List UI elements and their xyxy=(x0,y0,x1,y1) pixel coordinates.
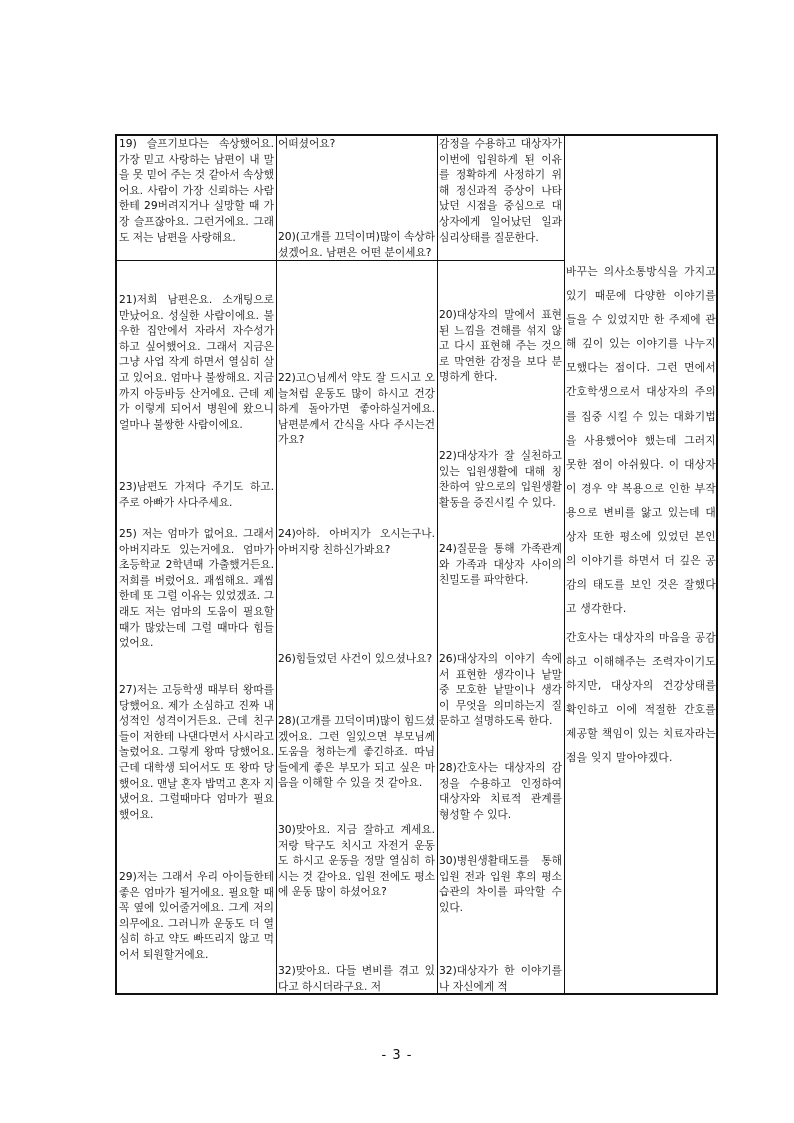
patient-statement-29: 29)저는 그래서 우리 아이들한테 좋은 엄마가 될거에요. 필요할 때 꼭 옆에 있어줄거에요. 그게 저의 의무에요. 그러니까 운동도 더 열심히 하고 약도 빠뜨리지 않고 먹어서 퇴원할거에요. xyxy=(119,870,278,961)
patient-statement-21: 21)저희 남편은요. 소개팅으로 만났어요. 성실한 사람이에요. 불우한 집안에서 자라서 자수성가 하고 싶어했어요. 그래서 지금은 그냥 사업 작게 하면서 열심히 살고 있어요. 엄마나 불쌍해요. 지금까지 아등바등 산거에요. 근데 제가 이렇게 되어서 병원에 왔으니 얼마나 불쌍한 사람이에요. xyxy=(119,293,278,431)
analysis-20: 20)대상자의 말에서 표현된 느낌을 견해를 섞지 않고 다시 표현해 주는 것으로 막연한 감정을 보다 분명하게 한다. xyxy=(439,308,562,384)
student-response-20: 20)(고개를 끄덕이며)많이 속상하셨겠어요. 남편은 어떤 분이세요? xyxy=(278,230,435,259)
page-number: - 3 - xyxy=(381,1048,413,1063)
patient-statement-23: 23)남편도 가져다 주기도 하고. 주로 아빠가 사다주세요. xyxy=(119,480,278,509)
reflection-paragraph-1: 바꾸는 의사소통방식을 가지고 있기 때문에 다양한 이야기를 들을 수 있었지만 한 주제에 관해 깊이 있는 이야기를 나누지 모했다는 점이다. 그런 면에서 간호학생으로서 대상자의 주의를 집중 시킬 수 있는 대화기법을 사용했어야 했는데 그러지 못한 점이 아쉬웠다. 이 대상자이 경우 약 복용으로 인한 부작용으로 변비를 앓고 있는데 대상자 또한 평소에 있었던 본인의 이야기를 하면서 더 깊은 공감의 태도를 보인 것은 잘했다고 생각한다. xyxy=(566,265,720,616)
student-response-22: 22)고○님께서 약도 잘 드시고 오늘처럼 운동도 많이 하시고 건강하게 돌아가면 좋아하실거에요. 남편분께서 간식을 사다 주시는건가요? xyxy=(278,371,446,447)
column-divider xyxy=(437,136,438,993)
student-response-19: 어떠셨어요? xyxy=(278,137,336,150)
student-response-30: 30)맞아요. 지금 잘하고 계세요. 저랑 탁구도 치시고 자전거 운동도 하시고 운동을 정말 열심히 하시는 것 같아요. 입원 전에도 평소에 운동 많이 하셨어요? xyxy=(278,823,439,899)
analysis-32: 32)대상자가 한 이야기를 나 자신에게 적 xyxy=(439,964,566,993)
analysis-30: 30)병원생활태도를 통해 입원 전과 입원 후의 평소습관의 차이를 파악할 수 있다. xyxy=(439,854,566,914)
analysis-26: 26)대상자의 이야기 속에서 표현한 생각이나 낱말 중 모호한 낱말이나 생각이 무엇을 의미하는지 질문하고 설명하도록 한다. xyxy=(439,652,566,728)
reflection-paragraph-2: 간호사는 대상자의 마음을 공감하고 이해해주는 조력자이기도 하지만, 대상자의 건강상태를 확인하고 이에 적절한 간호를 제공할 책임이 있는 치료자라는 점을 잊지 말아야겠다. xyxy=(566,631,720,765)
patient-statement-25: 25) 저는 엄마가 없어요. 그래서 아버지라도 있는거에요. 엄마가 초등학교 2학년때 가출했거든요. 저희를 버렸어요. 괘씸해요. 괘씸한데 또 그럴 이유는 있었겠죠. 그래도 저는 엄마의 도움이 필요할 때가 많았는데 그럴 때마다 힘들었어요. xyxy=(119,527,278,650)
patient-statement-19: 19) 슬프기보다는 속상했어요. 가장 믿고 사랑하는 남편이 내 말을 못 믿어 주는 것 같아서 속상했어요. 사람이 가장 신뢰하는 사람한테 29버려지거나 실망할 때 가장 슬프잖아요. 그런거에요. 그래도 저는 남편을 사랑해요. xyxy=(119,137,278,244)
analysis-24: 24)질문을 통해 가족관계와 가족과 대상자 사이의 친밀도를 파악한다. xyxy=(439,542,566,587)
analysis-19: 감정을 수용하고 대상자가 이번에 입원하게 된 이유를 정확하게 사정하기 위해 정신과적 증상이 나타났던 시점을 중심으로 대상자에게 일어났던 일과 심리상태를 질문한다. xyxy=(439,137,566,244)
analysis-22: 22)대상자가 잘 실천하고 있는 입원생활에 대해 칭찬하여 앞으로의 입원생활 활동을 증진시킬 수 있다. xyxy=(439,449,566,509)
student-response-26: 26)힘들었던 사건이 있으셨나요? xyxy=(278,652,433,665)
analysis-28: 28)간호사는 대상자의 감정을 수용하고 인정하여 대상자와 치료적 관계를 형성할 수 있다. xyxy=(439,761,566,821)
student-response-24: 24)아하. 아버지가 오시는구나. 아버지랑 친하신가봐요? xyxy=(278,527,439,556)
student-response-28: 28)(고개를 끄덕이며)많이 힘드셨겠어요. 그런 일있으면 부모님께 도움을 청하는게 좋긴하죠. 따님들에게 좋은 부모가 되고 싶은 마음을 이해할 수 있을 것 같아요. xyxy=(278,714,439,790)
dialogue-analysis-table xyxy=(115,134,718,995)
patient-statement-27: 27)저는 고등학생 때부터 왕따를 당했어요. 제가 소심하고 진짜 내성적인 성격이거든요. 근데 친구들이 저한테 나댄다면서 사시라고 놀렸어요. 그렇게 왕따 당했어요. 근데 대학생 되어서도 또 왕따 당했어요. 맨날 혼자 밥먹고 혼자 지냈어요. 그럴때마다 엄마가 필요했어요. xyxy=(119,683,278,821)
student-response-32: 32)맞아요. 다들 변비를 겪고 있다고 하시더라구요. 저 xyxy=(278,964,435,993)
